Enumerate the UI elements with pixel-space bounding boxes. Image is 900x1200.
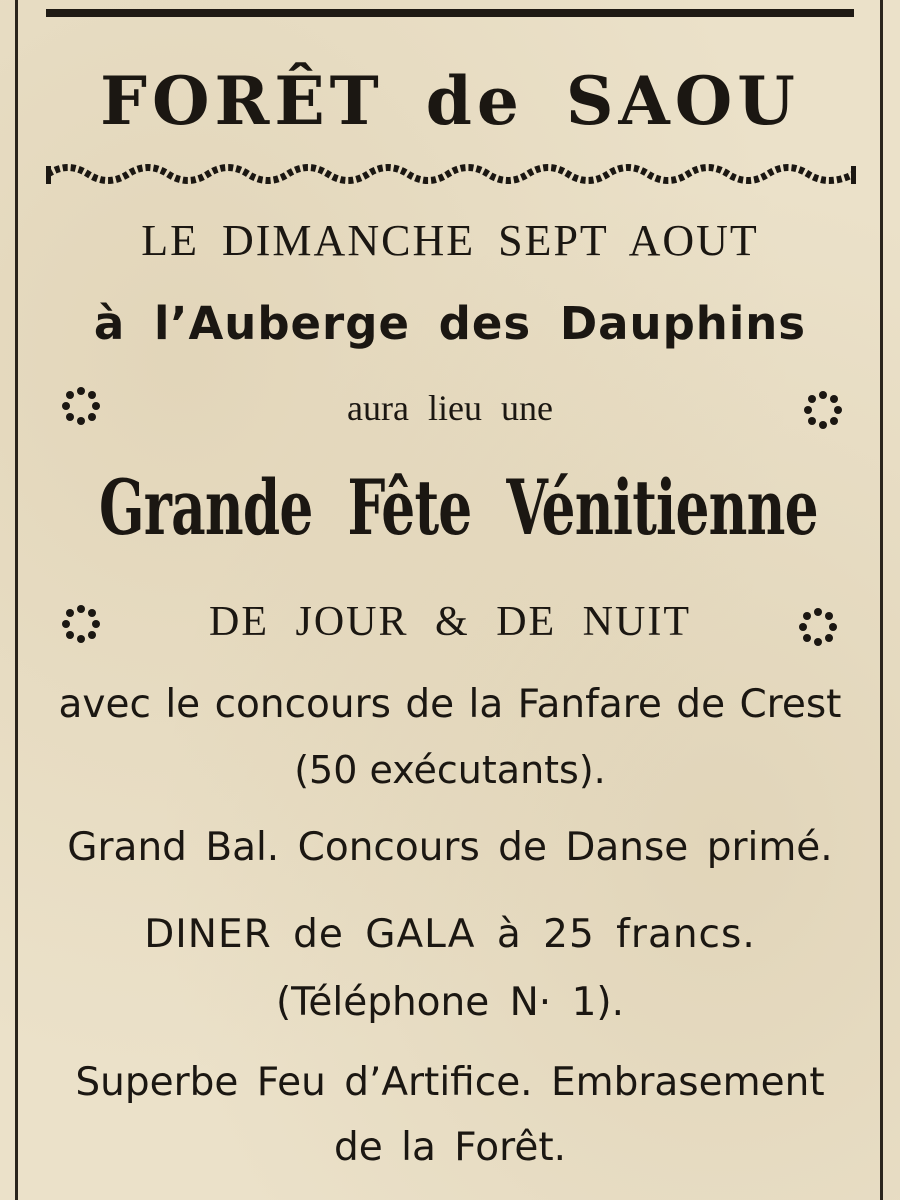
ad-title: FORÊT de SAOU [100,62,800,140]
venue-line: à l’Auberge des Dauphins [93,297,807,350]
event-title: Grande Fête Vénitienne [99,463,818,552]
executants-line: (50 exécutants). [294,748,606,792]
top-border-bar [46,9,854,17]
telephone-line: (Téléphone N· 1). [275,980,625,1025]
flower-ornament-icon [803,390,843,430]
date-line: LE DIMANCHE SEPT AOUT [141,216,759,265]
fireworks-line: Superbe Feu d’Artifice. Embrasement [75,1060,825,1105]
day-night-line: DE JOUR & DE NUIT [209,599,691,645]
wavy-divider [46,157,856,191]
forest-line: de la Forêt. [333,1125,567,1170]
fanfare-line: avec le concours de la Fanfare de Crest [58,682,842,727]
ball-line: Grand Bal. Concours de Danse primé. [67,825,833,870]
gala-dinner-line: DINER de GALA à 25 francs. [144,912,756,957]
flower-ornament-icon [798,607,838,647]
aura-line: aura lieu une [347,388,553,428]
